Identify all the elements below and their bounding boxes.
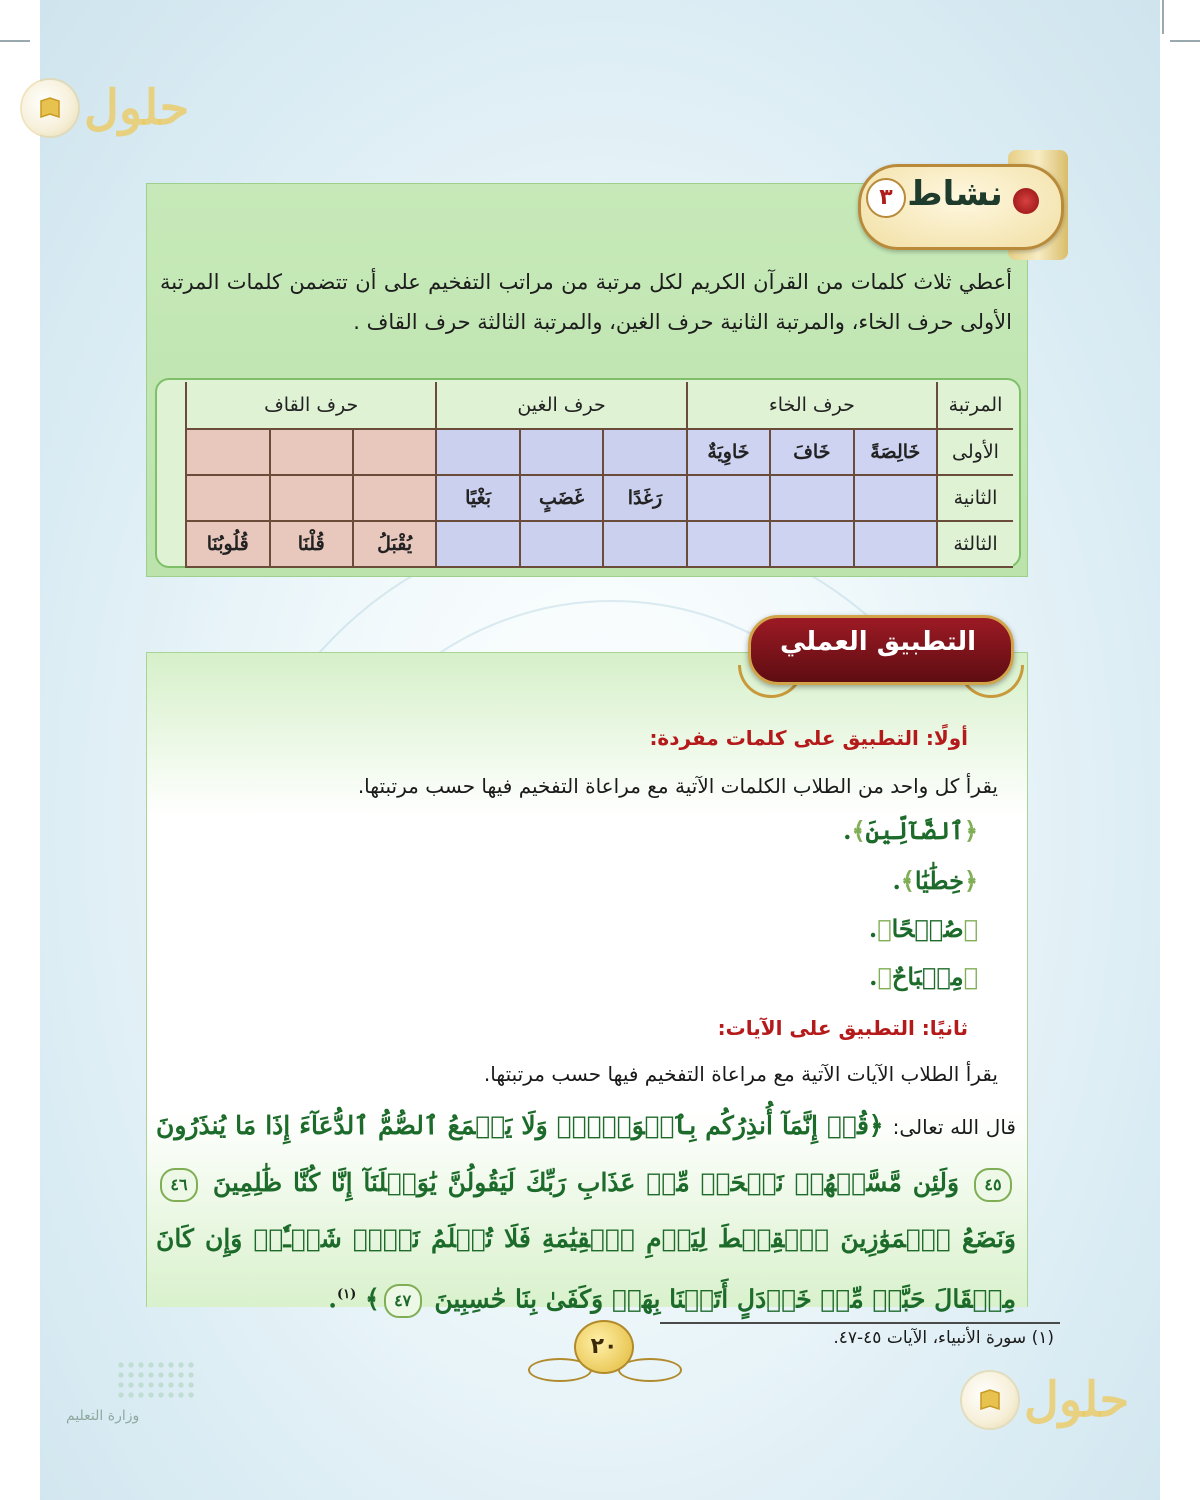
activity-title: نشاط: [907, 174, 1003, 214]
word-item: ﴿خِطَٰيَٰا﴾.: [892, 866, 978, 895]
ministry-name: وزارة التعليم: [66, 1408, 140, 1424]
page-number-ornament: [528, 1320, 678, 1390]
practice-title: التطبيق العملي: [779, 627, 977, 657]
watermark-book-icon: [962, 1372, 1018, 1428]
ayah-number: ٤٥: [974, 1168, 1012, 1202]
activity-instruction: أعطي ثلاث كلمات من القرآن الكريم لكل مرتبة من مراتب التفخيم على أن تتضمن كلمات المرتبة الأولى حرف الخاء، والمرتبة الثانية حرف الغين، والمرتبة الثالثة حرف القاف .: [160, 270, 1012, 334]
table-cell[interactable]: قُلُوبُنَا: [186, 521, 270, 567]
quote-intro: قال الله تعالى:: [892, 1115, 1016, 1139]
close-bracket-icon: ﴾: [900, 866, 915, 895]
open-bracket-icon: ﴿: [963, 962, 978, 991]
word-item: ﴿ٱلضَّآلِّينَ﴾.: [843, 816, 978, 845]
watermark-bottom-right: [962, 1372, 1129, 1428]
header-ghain: حرف الغين: [436, 382, 686, 429]
ayah-number: ٤٦: [160, 1168, 198, 1202]
table-cell[interactable]: خَافَ: [770, 429, 853, 475]
first-instruction: يقرأ كل واحد من الطلاب الكلمات الآتية مع مراعاة التفخيم فيها حسب مرتبتها.: [357, 774, 998, 798]
table-cell[interactable]: خَالِصَةً: [854, 429, 937, 475]
table-cell[interactable]: غَضَبٍ: [520, 475, 603, 521]
row-label: الثالثة: [937, 521, 1013, 567]
open-bracket-icon: ﴿: [963, 914, 978, 943]
footnote-divider: [660, 1322, 1060, 1324]
practice-banner: [728, 605, 1028, 705]
table-cell[interactable]: بَغْيًا: [436, 475, 519, 521]
open-bracket-icon: ﴿: [868, 1111, 884, 1140]
verse-46: وَلَئِن مَّسَّتۡهُمۡ نَفۡحَةٞ مِّنۡ عَذَابِ رَبِّكَ لَيَقُولُنَّ يَٰوَيۡلَنَآ إِنَّا كُنَّا ظَٰلِمِينَ: [212, 1168, 960, 1197]
quran-verses: قال الله تعالى: ﴿قُلۡ إِنَّمَآ أُنذِرُكُم بِٱلۡوَحۡيِۚ وَلَا يَسۡمَعُ ٱلصُّمُّ ٱلدُّعَآءَ إِذَا مَا يُنذَرُونَ ٤٥ وَلَئِن مَّسَّتۡهُمۡ نَفۡحَةٞ مِّنۡ عَذَابِ رَبِّكَ لَيَقُولُنَّ يَٰوَيۡلَنَآ إِنَّا كُنَّا ظَٰلِمِينَ ٤٦ وَنَضَعُ ٱلۡمَوَٰزِينَ ٱلۡقِسۡطَ لِيَوۡمِ ٱلۡقِيَٰمَةِ فَلَا تُظۡلَمُ نَفۡسٞ شَيۡـٔٗاۖ وَإِن كَانَ مِثۡقَالَ حَبَّةٖ مِّنۡ خَرۡدَلٍ أَتَيۡنَا بِهَاۗ وَكَفَىٰ بِنَا حَٰسِبِينَ ٤٧﴾ $^{(١)}$.: [156, 1098, 1016, 1327]
close-bracket-icon: ﴾: [851, 816, 866, 845]
footnote: (١) سورة الأنبياء، الآيات ٤٥-٤٧.: [833, 1328, 1054, 1348]
watermark-text: حلول: [84, 80, 190, 136]
header-kha: حرف الخاء: [687, 382, 937, 429]
header-qaf: حرف القاف: [186, 382, 436, 429]
table-cell[interactable]: يُقْبَلُ: [353, 521, 436, 567]
open-bracket-icon: ﴿: [963, 816, 978, 845]
verse-45: قُلۡ إِنَّمَآ أُنذِرُكُم بِٱلۡوَحۡيِۚ وَلَا يَسۡمَعُ ٱلصُّمُّ ٱلدُّعَآءَ إِذَا مَا يُنذَرُونَ: [156, 1111, 869, 1140]
table-cell[interactable]: قُلْنَا: [270, 521, 353, 567]
second-section-heading: ثانيًا: التطبيق على الآيات:: [717, 1016, 968, 1040]
watermark-text: حلول: [1024, 1372, 1130, 1428]
open-bracket-icon: ﴿: [963, 866, 978, 895]
verse-47: وَنَضَعُ ٱلۡمَوَٰزِينَ ٱلۡقِسۡطَ لِيَوۡمِ ٱلۡقِيَٰمَةِ فَلَا تُظۡلَمُ نَفۡسٞ شَيۡـٔٗاۖ وَإِن كَانَ مِثۡقَالَ حَبَّةٖ مِّنۡ خَرۡدَلٍ أَتَيۡنَا بِهَاۗ وَكَفَىٰ بِنَا حَٰسِبِينَ: [156, 1224, 1016, 1314]
ministry-dots-icon: [116, 1360, 196, 1400]
ministry-logo: [66, 1360, 196, 1450]
footnote-marker: (١): [336, 1287, 357, 1302]
word-item: ﴿مِصۡبَاحٌ﴾.: [869, 962, 978, 991]
header-rank: المرتبة: [937, 382, 1013, 429]
row-label: الثانية: [937, 475, 1013, 521]
close-bracket-icon: ﴾: [877, 914, 892, 943]
close-bracket-icon: ﴾: [877, 962, 892, 991]
page-number: ٢٠: [574, 1320, 634, 1374]
first-section-heading: أولًا: التطبيق على كلمات مفردة:: [649, 726, 968, 750]
close-bracket-icon: ﴾: [365, 1284, 380, 1314]
activity-number: ٣: [866, 178, 906, 218]
row-label: الأولى: [937, 429, 1013, 475]
table-cell[interactable]: رَغَدًا: [603, 475, 686, 521]
ayah-number: ٤٧: [384, 1284, 422, 1318]
table-cell[interactable]: خَاوِيَةٌ: [687, 429, 770, 475]
word-item: ﴿صُبۡحًا﴾.: [868, 914, 978, 943]
second-instruction: يقرأ الطلاب الآيات الآتية مع مراعاة التفخيم فيها حسب مرتبتها.: [483, 1062, 998, 1086]
